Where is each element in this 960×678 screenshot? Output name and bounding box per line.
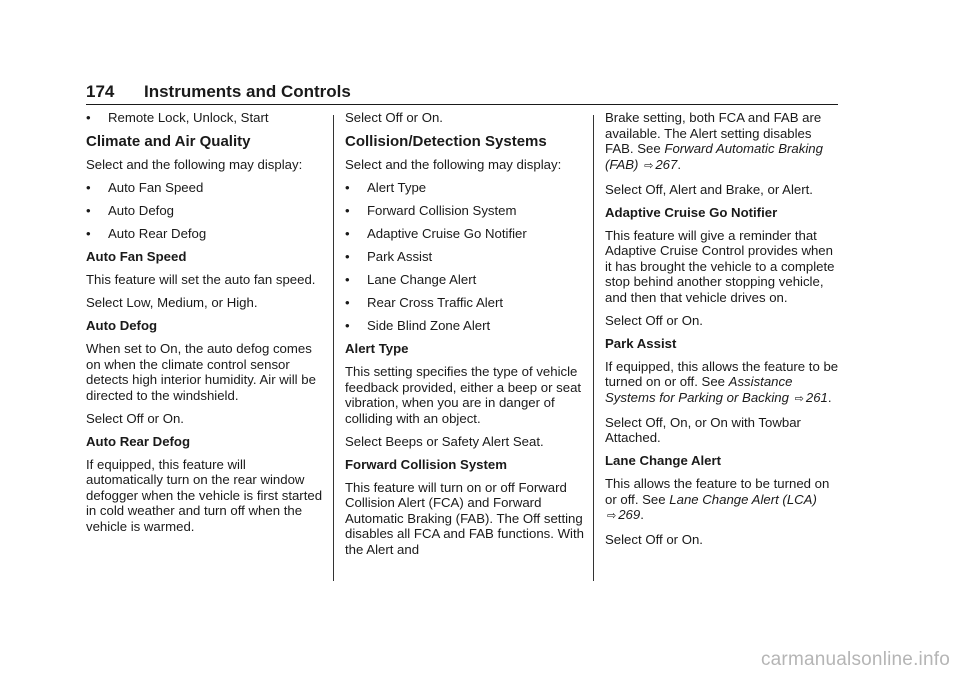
paragraph: Select Off or On. — [605, 532, 703, 547]
paragraph: This setting specifies the type of vehicle feedback provided, either a beep or seat vibration, when you are in danger of colliding with an object. — [345, 364, 582, 426]
paragraph: Brake setting, both FCA and FAB are available. The Alert setting disables FAB. See Forward Automatic Braking (FAB) ⇨ 267. — [605, 110, 823, 172]
list-item: • Park Assist — [345, 249, 433, 264]
cross-reference-link[interactable]: Lane Change Alert (LCA) ⇨ 269 — [607, 491, 817, 522]
bullet: • — [345, 249, 350, 264]
subheading-auto-rear-defog: Auto Rear Defog — [86, 433, 191, 449]
list-item: • Side Blind Zone Alert — [345, 318, 491, 333]
list-item: • Rear Cross Traffic Alert — [345, 295, 504, 310]
paragraph: Select Low, Medium, or High. — [86, 295, 258, 310]
paragraph: If equipped, this feature will automatically turn on the rear window defogger when the vehicle is first started in cold weather and turn off when the vehicle is warmed. — [86, 456, 323, 534]
bullet: • — [345, 318, 350, 333]
paragraph: This allows the feature to be turned on or off. See Lane Change Alert (LCA) ⇨ 269. — [605, 476, 830, 522]
section-heading-climate: Climate and Air Quality — [86, 133, 251, 150]
list-item: • Auto Defog — [86, 203, 174, 218]
watermark: carmanualsonline.info — [760, 649, 950, 670]
column-1 — [86, 110, 324, 542]
bullet: • — [86, 226, 91, 241]
paragraph: Select Off or On. — [86, 410, 184, 426]
list-item: • Forward Collision System — [345, 203, 517, 218]
bullet: • — [345, 226, 350, 241]
paragraph: Select Off, Alert and Brake, or Alert. — [605, 181, 813, 197]
cross-reference-link[interactable]: Forward Automatic Braking (FAB) ⇨ 267 — [605, 141, 823, 172]
paragraph: This feature will set the auto fan speed. — [86, 272, 316, 287]
bullet: • — [345, 180, 350, 195]
column-2 — [345, 110, 585, 565]
paragraph: This feature will turn on or off Forward Collision Alert (FCA) and Forward Automatic Braking (FAB). The Off setting disables all FCA and FAB functions. With the Alert and — [345, 479, 584, 557]
list-item: • Lane Change Alert — [345, 272, 477, 287]
bullet: • — [86, 110, 91, 125]
column-divider — [333, 115, 334, 581]
paragraph: Select Off or On. — [605, 312, 703, 328]
bullet: • — [345, 272, 350, 287]
paragraph: This feature will give a reminder that Adaptive Cruise Control provides when it has brought the vehicle to a complete stop behind another stopping vehicle, and then that vehicle drives on. — [605, 227, 835, 305]
page-ref-arrow-icon: ⇨ — [794, 392, 804, 405]
bullet: • — [345, 295, 350, 310]
subheading-auto-defog: Auto Defog — [86, 318, 158, 333]
page-ref-arrow-icon: ⇨ — [644, 159, 654, 172]
subheading-alert-type: Alert Type — [345, 341, 409, 356]
bullet: • — [345, 203, 350, 218]
cross-reference-link[interactable]: Assistance Systems for Parking or Backing ⇨ 261 — [605, 374, 828, 405]
list-item: • Alert Type — [345, 180, 427, 195]
subheading-auto-fan-speed: Auto Fan Speed — [86, 249, 187, 264]
bullet: • — [86, 180, 91, 195]
subheading-adaptive-cruise-go-notifier: Adaptive Cruise Go Notifier — [605, 204, 778, 220]
column-3 — [605, 110, 841, 555]
page-section-title: Instruments and Controls — [144, 82, 351, 101]
page-ref-arrow-icon: ⇨ — [607, 510, 617, 522]
paragraph: If equipped, this allows the feature to be turned on or off. See Assistance Systems for Parking or Backing ⇨ 261. — [605, 358, 839, 405]
page-header — [86, 82, 838, 105]
list-item: • Auto Rear Defog — [86, 226, 207, 241]
paragraph: Select Off, On, or On with Towbar Attached. — [605, 414, 801, 445]
paragraph: Select and the following may display: — [86, 157, 303, 172]
bullet: • — [86, 203, 91, 218]
paragraph: When set to On, the auto defog comes on when the climate control sensor detects high interior humidity. Air will be directed to the windshield. — [86, 341, 316, 403]
paragraph: Select and the following may display: — [345, 157, 562, 172]
subheading-lane-change-alert: Lane Change Alert — [605, 453, 722, 468]
paragraph: Select Off or On. — [345, 110, 443, 125]
column-divider — [593, 115, 594, 581]
list-item: • Adaptive Cruise Go Notifier — [345, 226, 527, 241]
subheading-park-assist: Park Assist — [605, 335, 677, 351]
list-item: • Remote Lock, Unlock, Start — [86, 110, 269, 125]
section-heading-collision: Collision/Detection Systems — [345, 133, 547, 150]
subheading-forward-collision-system: Forward Collision System — [345, 456, 507, 472]
list-item: • Auto Fan Speed — [86, 180, 204, 195]
page-number: 174 — [86, 82, 115, 101]
paragraph: Select Beeps or Safety Alert Seat. — [345, 433, 544, 449]
